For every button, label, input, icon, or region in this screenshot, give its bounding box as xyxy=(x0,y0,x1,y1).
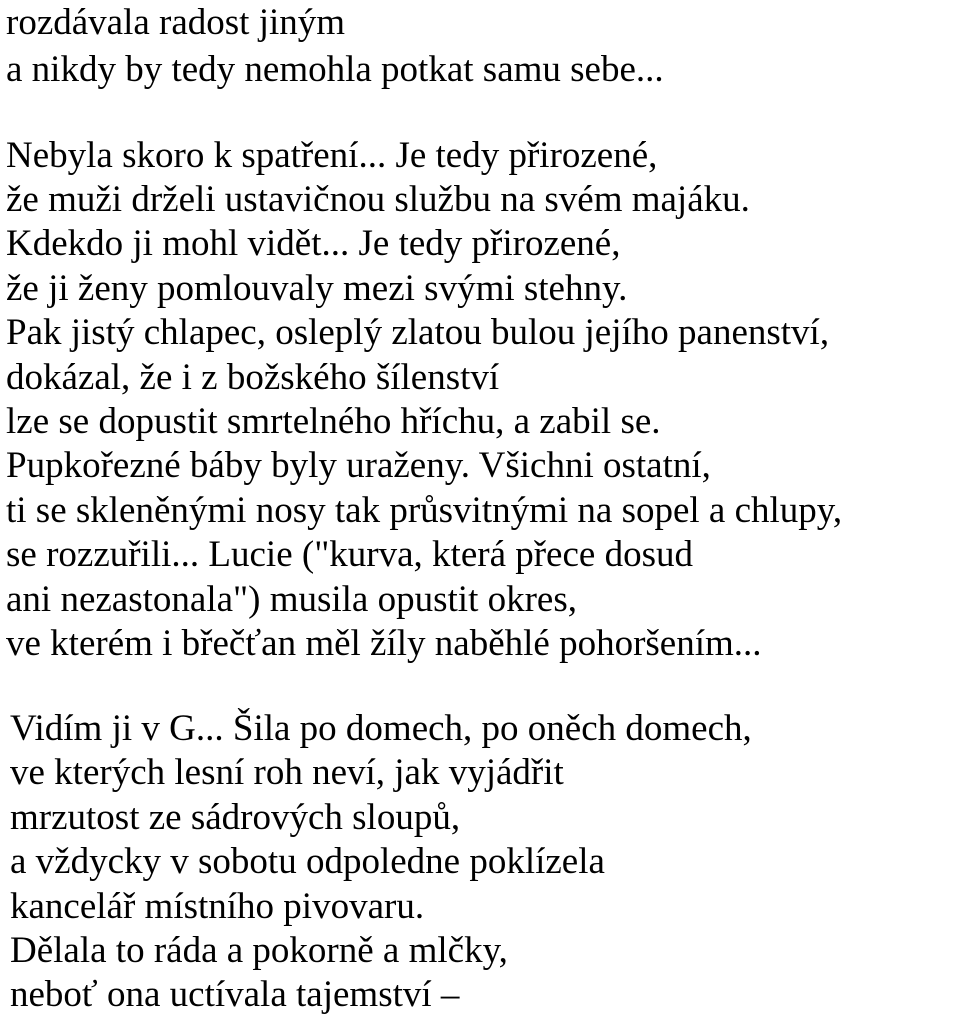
text-line: že ji ženy pomlouvaly mezi svými stehny. xyxy=(6,268,628,309)
text-line: Pupkořezné báby byly uraženy. Všichni ostatní, xyxy=(6,445,711,486)
text-line: Dělala to ráda a pokorně a mlčky, xyxy=(10,930,508,971)
text-line: kancelář místního pivovaru. xyxy=(10,886,425,927)
text-line: lze se dopustit smrtelného hříchu, a zabil se. xyxy=(6,401,661,442)
text-line: Pak jistý chlapec, osleplý zlatou bulou jejího panenství, xyxy=(6,312,830,353)
text-line: a nikdy by tedy nemohla potkat samu sebe... xyxy=(6,49,664,90)
text-line: mrzutost ze sádrových sloupů, xyxy=(10,797,461,838)
text-line: ani nezastonala") musila opustit okres, xyxy=(6,579,577,620)
text-line: ve kterém i břečťan měl žíly naběhlé pohoršením... xyxy=(6,623,762,664)
text-line: že muži drželi ustavičnou službu na svém majáku. xyxy=(6,179,750,220)
text-line: ti se skleněnými nosy tak průsvitnými na sopel a chlupy, xyxy=(6,490,843,531)
text-line: ve kterých lesní roh neví, jak vyjádřit xyxy=(10,752,564,793)
text-line: Vidím ji v G... Šila po domech, po oněch domech, xyxy=(10,708,752,749)
text-line: neboť ona uctívala tajemství – xyxy=(10,974,460,1015)
text-line: Nebyla skoro k spatření... Je tedy přirozené, xyxy=(6,135,658,176)
text-line: rozdávala radost jiným xyxy=(6,2,346,43)
text-line: se rozzuřili... Lucie ("kurva, která přece dosud xyxy=(6,534,693,575)
text-line: a vždycky v sobotu odpoledne poklízela xyxy=(10,841,605,882)
text-line: dokázal, že i z božského šílenství xyxy=(6,357,500,398)
text-line: Kdekdo ji mohl vidět... Je tedy přirozené, xyxy=(6,223,621,264)
